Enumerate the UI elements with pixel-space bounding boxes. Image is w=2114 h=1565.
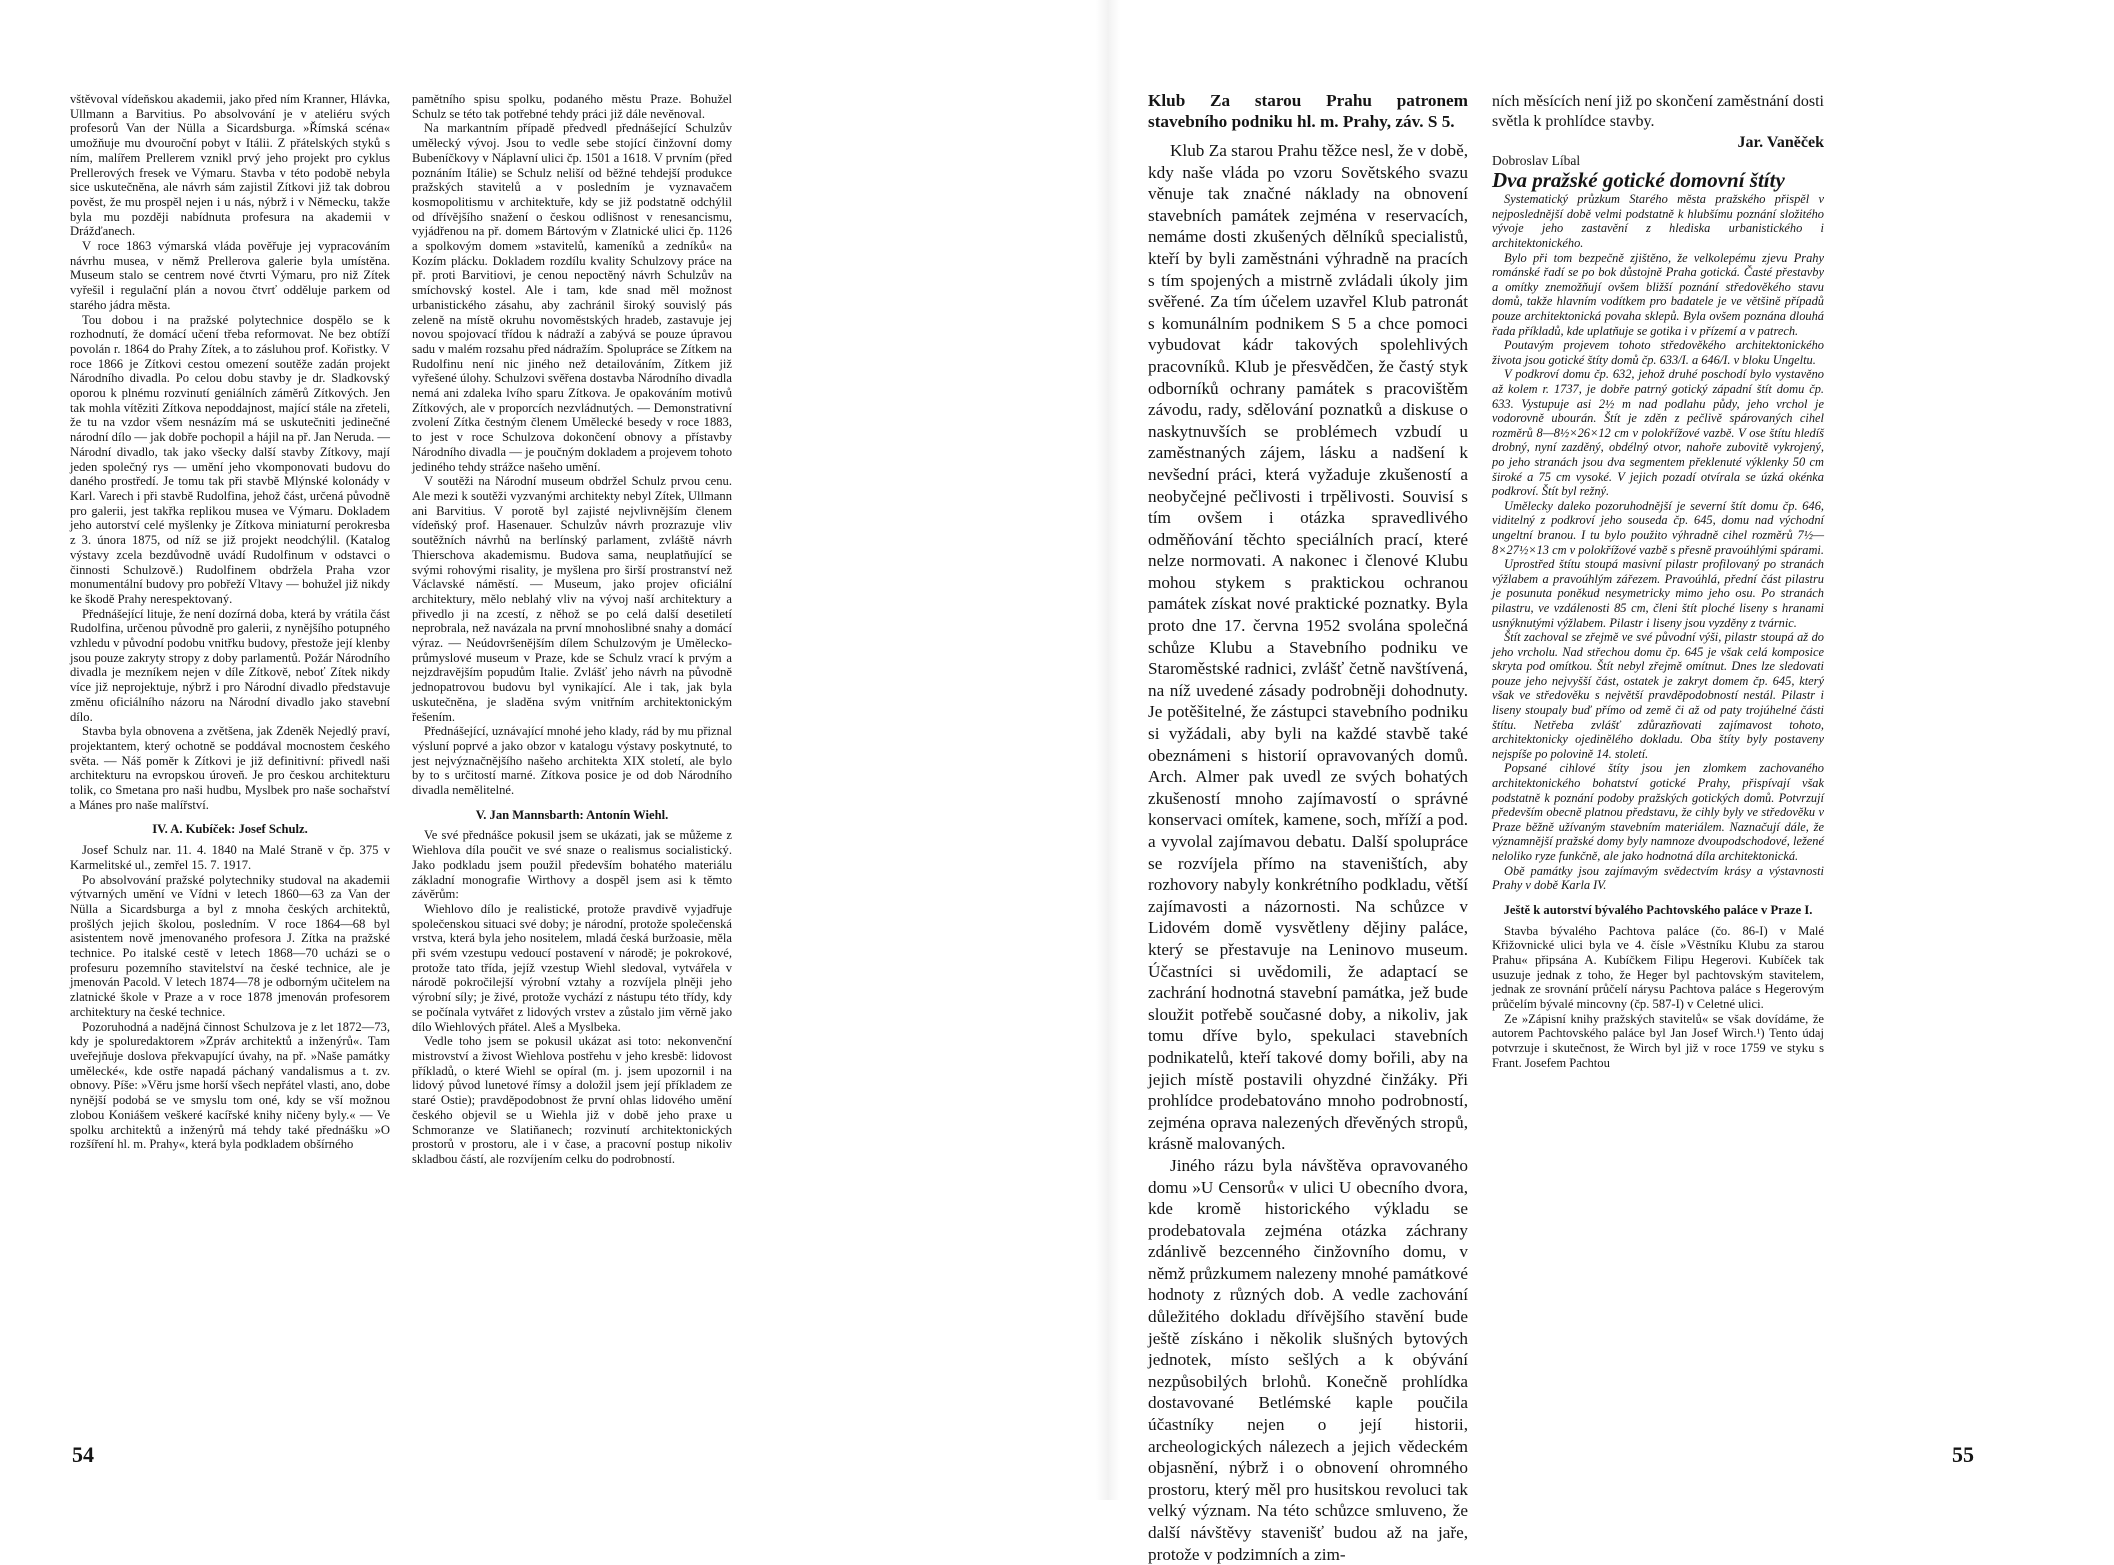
paragraph: Stavba bývalého Pachtova paláce (čo. 86-I) v Malé Křižovnické ulici byla ve 4. čísle »Věstníku Klubu za starou Prahu« připsána A. Kubíčkem Filipu Hegerovi. Kubíček tak usuzuje jednak z toho, že Heger byl pachtovským stavitelem, jednak ze srovnání průčelí nárysu Pachtova paláce s Hegerovým průčelím bývalé mincovny (čp. 587-I) v Celetné ulici.: [1492, 923, 1824, 1012]
paragraph: Popsané cihlové štíty jsou jen zlomkem zachovaného architektonického bohatství gotické Prahy, přispívají však podstatně k poznání podoby pražských gotických domů. Potvrzují především obecně platnou představu, že cihly byly ve středověku v Praze běžně užívaným stavebním materiálem. Naznačují dále, že významnější pražské domy byly namnoze dvoupodschodové, ležené neloliko ryze funkčně, ale jako hodnotná díla architektonická.: [1492, 761, 1824, 864]
paragraph: Tou dobou i na pražské polytechnice dospělo se k rozhodnutí, že domácí učení třeba reformovat. Ne bez obtíží povolán r. 1864 do Prahy Zítek, a to zásluhou prof. Kořistky. V roce 1866 je Zítkovi cestou omezení soutěže zadán projekt Národního divadla. Po celou dobu stavby je dr. Sladkovský oporou k plnému rozvinutí geniálních záměrů Zítkových. Jen tak mohla vítěziti Zítkova nepoddajnost, mající stále na zřeteli, že tu na vzdor všem nesnázím má se uskutečniti jedinečné národní dílo — jak dobře pochopil a hájil na př. Jan Neruda. — Národní divadlo, tak jako všecky další stavby Zítkovy, mají jeden společný rys — umění jeho vkomponovati budovu do daného prostředí. Je tomu tak při stavbě Mlýnské kolonády v Karl. Varech i při stavbě Rudolfina, jehož část, určená původně pro galerii, jest takřka replikou musea ve Výmaru. Dokladem jeho autorství celé myšlenky je Zítkova miniaturní perokresba z 3. února 1875, od níž se již projekt neodchýlil. (Katalog výstavy zcela bezdůvodně uvádí Rudolfinum v odstavci o činnosti Schulzově.) Rudolfinem obdržela Praha vzor monumentální budovy pro pobřeží Vltavy — bohužel již nikdy ke škodě Prahy nerespektovaný.: [70, 312, 390, 606]
author-name: Dobroslav Líbal: [1492, 152, 1581, 168]
paragraph: Klub Za starou Prahu těžce nesl, že v době, kdy naše vláda po vzoru Sovětského svazu věnuje tak značné náklady na obnovení stavebních památek zejména v reservacích, nemáme dosti zkušených dělníků specialistů, kteří by byli zaměstnáni výhradně na pracích s tím spojených a mistrně zvládali úkoly jim svěřené. Za tím účelem uzavřel Klub patronát s komunálním podnikem S 5 a chce pomoci vybudovat kádr takových spolehlivých pracovníků. Klub je přesvědčen, že častý styk odborníků ochrany památek s pracovištěm závodu, rady, sdělování poznatků a diskuse o naskytnuvších se problémech vzbudí u zaměstnaných zájem, lásku a nadšení k nevšední práci, která vyžaduje zkušeností a neobyčejné pečlivosti i trpělivosti. Souvisí s tím ovšem i otázka spravedlivého odměňování těchto speciálních prací, které nelze normovati. A nakonec i členové Klubu mohou stykem s praktickou ochranou památek získat nové praktické poznatky. Byla proto dne 17. června 1952 svolána společná schůze Klubu a Stavebního podniku ve Staroměstské radnici, zvlášť četně navštívená, na níž uvedené zásady podrobněji dohodnuty. Je potěšitelné, že zástupci stavebního podniku si vyžádali, aby byli na každé stavbě také obeznámeni s historií opravovaných domů. Arch. Almer pak uvedl ze svých bohatých zkušeností mnoho zajímavostí o správné konservaci omítek, kamene, soch, mříží a pod. a vyvolal zajímavou debatu. Další spolupráce se rozvíjela přímo na staveništích, aby rozhovory nabyly konkrétního podkladu, větší zajímavosti a názornosti. Na schůzce v Lidovém domě vysvětleny dějiny paláce, který se přestavuje na Leninovo museum. Účastníci si uvědomili, že adaptací se zachrání hodnotná stavební památka, jež bude sloužit potřebě současné doby, a nikoliv, jak tomu dříve bylo, spekulaci stavebních podnikatelů, kteří takové domy bořili, aby na jejich místě postavili ohyzdné činžáky. Při prohlídce prodebatováno mnoho podrobností, zejména oprava nalezených dřevěných stropů, krásně malovaných.: [1148, 141, 1468, 1154]
article-title: Dva pražské gotické domovní štíty: [1492, 168, 1785, 193]
paragraph: Poutavým projevem tohoto středověkého architektonického života jsou gotické štíty domů čp. 633/I. a 646/I. v bloku Ungeltu.: [1492, 338, 1824, 367]
paragraph: Přednášející, uznávající mnohé jeho klady, rád by mu přiznal výsluní poprvé a jako obzor v katalogu výstavy poskytnuté, to jest nejvýznačnějšího našeho architekta XIX století, ale bylo by to s určitostí marné. Zítkova posice je od dob Národního divadla nemělitelné.: [412, 724, 732, 798]
left-page: [0, 0, 1096, 1500]
paragraph: Systematický průzkum Starého města pražského přispěl v nejposlednější době velmi podstatně k hlubšímu poznání složitého vývoje jeho zastavění z hlediska urbanistického i architektonického.: [1492, 192, 1824, 251]
section-heading: Ještě k autorství bývalého Pachtovského paláce v Praze I.: [1503, 902, 1813, 917]
page-number-left: 54: [72, 1442, 94, 1467]
paragraph: Štít zachoval se zřejmě ve své původní výši, pilastr stoupá až do jeho vrcholu. Nad střechou domu čp. 645 je však celá komposice skryta pod omítkou. Štít nebyl zřejmě omítnut. Dnes lze sledovati pouze jeho nejvyšší část, ostatek je zakryt domem čp. 645, který však ve středověku s největší pravděpodobností nestál. Pilastr i liseny stoupaly buď přímo od země či až od paty trojúhelné části štítu. Netřeba zvlášť zdůrazňovati zajímavost tohoto, architektonicky ojedinělého dokladu. Oba štíty byly postaveny nejspíše po polovině 14. století.: [1492, 630, 1824, 761]
paragraph: ních měsících není již po skončení zaměstnání dosti světla k prohlídce stavby.: [1492, 93, 1824, 130]
paragraph: V roce 1863 výmarská vláda pověřuje jej vypracováním návrhu musea, v němž Prellerova galerie byla umístěna. Museum stalo se centrem nové čtvrti Výmaru, pro niž Zítek vyřešil i regulační plán a novou čtvrť odděluje parkem od starého jádra města.: [70, 239, 390, 312]
left-column-1: [70, 92, 390, 1152]
paragraph: pamětního spisu spolku, podaného městu Praze. Bohužel Schulz se této tak potřebné tehdy práci již dále nevěnoval.: [412, 92, 732, 121]
paragraph: Umělecky daleko pozoruhodnější je severní štít domu čp. 646, viditelný z podkroví jeho souseda čp. 645, domu nad východní ungeltní branou. I tu bylo použito výhradně cihel rozměrů 7½—8×27½×13 cm v polokřížové vazbě s přesně pravoúhlými spárami.: [1492, 498, 1824, 557]
page-number-right: 55: [1952, 1442, 1974, 1467]
right-page: [1120, 0, 2114, 1564]
paragraph: V podkroví domu čp. 632, jehož druhé poschodí bylo vystavěno až kolem r. 1737, je dobře patrný gotický západní štít domu čp. 633. Vystupuje asi 2½ m nad podlahu půdy, jeho vrchol je vodorovně ubourán. Štít je zděn z pečlivě spárovaných cihel rozměrů 8—8½×26×12 cm v polokřížové vazbě. V ose štítu hledíš drobný, nyní zazděný, obdélný otvor, nahoře zubovitě vykrojený, po jeho stranách jsou dva segmentem překlenuté výklenky 50 cm široké a 75 cm vysoké. V jejich pozadí otvírala se úzká okénka podkroví. Štít byl režný.: [1492, 367, 1824, 499]
article-body: [1492, 192, 1824, 893]
right-column-1: [1148, 90, 1468, 1565]
paragraph: Jiného rázu byla návštěva opravovaného domu »U Censorů« v ulici U obecního dvora, kde kromě historického výkladu se prodebatovala zejména otázka záchrany zdánlivě bezcenného činžovního domu, v němž průzkumem nalezeny mnohé památkové hodnoty z různých dob. A vedle zachování důležitého dokladu dřívějšího stavění bude ještě získáno i několik slušných bytových jednotek, místo sešlých a k obývání nezpůsobilých brlohů. Konečně prohlídka dostavované Betlémské kaple poučila účastníky nejen o její historii, archeologických nálezech a jejich vědeckém objasnění, nýbrž i o obnovení ohromného prostoru, který měl pro husitskou revoluci tak velký význam. Na této schůzce smluveno, že další návštěvy stavenišť budou až na jaře, protože v podzimních a zim-: [1148, 1155, 1468, 1564]
left-column-2: [412, 92, 732, 1167]
page-gutter: [1096, 0, 1120, 1500]
paragraph: Wiehlovo dílo je realistické, protože pravdivě vyjadřuje společenskou situaci své doby; je národní, protože společenská vrstva, která byla jeho nositelem, mladá česká buržoasie, měla při svém vzestupu vedoucí postavení v národě; je pokrokové, protože tato třída, jejíž vzestup Wiehl sledoval, vytvářela v národě pokročilejší výrobní vztahy a rozvíjela plněji jeho výrobní síly; je živé, protože vychází z nástupu této třídy, kdy se počínala vytvářet z lidových vrstev a zůstalo jim věrně jako dílo Wiehlových přátel. Aleš a Myslbeka.: [412, 901, 732, 1034]
paragraph: Uprostřed štítu stoupá masivní pilastr profilovaný po stranách výžlabem a pravoúhlým zářezem. Pravoúhlá, přední část pilastru je posunuta poněkud nesymetricky mimo jeho osu. Po stranách pilastru, ve vzdálenosti 85 cm, členi štít ploché liseny s hranami usnýknutými výžlabem. Pilastr i liseny jsou vyzděny z tvárnic.: [1492, 557, 1824, 630]
paragraph: Ze »Zápisní knihy pražských stavitelů« se však dovídáme, že autorem Pachtovského paláce byl Jan Josef Wirch.¹) Tento údaj potvrzuje i skutečnost, že Wirch byl již v roce 1759 ve styku s Frant. Josefem Pachtou: [1492, 1011, 1824, 1070]
paragraph: Stavba byla obnovena a zvětšena, jak Zdeněk Nejedlý praví, projektantem, který ochotně se poddával mocnostem českého světa. — Náš poměr k Zítkovi je již definitivní: přivedl naši architekturu na evropskou úroveň. Je pro českou architekturu tolik, co Smetana pro naši hudbu, Myslbek pro naše sochařství a Mánes pro naše malířství.: [70, 724, 390, 812]
paragraph: Josef Schulz nar. 11. 4. 1840 na Malé Straně v čp. 375 v Karmelitské ul., zemřel 15. 7. 1917.: [70, 843, 390, 872]
paragraph: Ve své přednášce pokusil jsem se ukázati, jak se můžeme z Wiehlova díla poučit ve své snaze o realismus socialistický. Jako podkladu jsem použil především bohatého materiálu základní monografie Wirthovy a dospěl jsem asi k těmto závěrům:: [412, 828, 732, 902]
right-column-2: [1492, 92, 1824, 1071]
paragraph: V soutěži na Národní museum obdržel Schulz prvou cenu. Ale mezi k soutěži vyzvanými architekty nebyl Zítek, Ullmann ani Barvitius. V porotě byl zajisté nejvlivnějším členem vídeňský prof. Hasenauer. Schulzův návrh prozrazuje vliv soutěžních návrhů na berlínský parlament, zvláště návrh Thierschova akademismu. Budova sama, neuplatňující se svými rohovými risality, je myšlena pro širší prostranství než Václavské náměstí. — Museum, jako projev oficiální architektury, mělo neblahý vliv na vývoj naší architektury a přivedlo ji na zcestí, z něhož se po celá další desetiletí neprobrala, než navázala na první mnohoslibné snahy a domácí výraz. — Neúdovršenějším dílem Schulzovým je Umělecko-průmyslové museum v Praze, kde se Schulz vrací k prvým a nejzdravějším popudům Italie. Zvlášť jeho návrh na původně jednopatrovou budovu byl vynikající. Ale i tak, jak byla uskutečněna, je sladěna svým vnitřním architektonickým řešením.: [412, 474, 732, 724]
paragraph: Po absolvování pražské polytechniky studoval na akademii výtvarných umění ve Vídni v letech 1860—63 za Van der Nülla a Sicardsburga a byl z mnoha českých architektů, prošlých jejich školou, posledním. V roce 1864—68 byl asistentem nově jmenovaného profesora J. Zítka na pražské technice. Po italské cestě v letech 1868—70 ucházi se o profesuru pozemního stavitelství na české technice, ale je jmenován Pacold. V letech 1874—78 je odborným učitelem na zlatnické škole v Praze a v roce 1878 jmenován profesorem architektury na české technice.: [70, 872, 390, 1019]
signature: Jar. Vaněček: [1737, 134, 1824, 151]
paragraph: Vedle toho jsem se pokusil ukázat asi toto: nekonvenční mistrovství a živost Wiehlova postřehu v jeho kresbě: lidovost příkladů, o které Wiehl se opíral (m. j. jsem upozornil i na lidový původ lunetové římsy a doložil jsem její příkladem ze staré Ostie); pravděpodobnost že první ohlas lidového umění českého objevil se u Wiehla již v době jeho praxe u Schmoranze ve Slatiňanech; rozvinutí architektonických prostorů v prostoru, ale i v čase, a pracovní postup nikoliv skladbou částí, ale rozvíjením celku do podrobností.: [412, 1034, 732, 1166]
paragraph: Pozoruhodná a nadějná činnost Schulzova je z let 1872—73, kdy je spoluredaktorem »Zpráv architektů a inženýrů«. Tam uveřejňuje doslova překvapující úvahy, na př. »Naše památky umělecké«, kde ostře napadá páchaný vandalismus a t. zv. obnovy. Píše: »Věru jsme horší všech nepřátel vlasti, ano, dobe nynější podobá se ve smyslu tom oné, kdy se vší možnou zlobou Koniášem veškeré kacířské knihy ničeny byly.« — Ve spolku architektů a inženýrů má tehdy také přednášku »O rozšíření hl. m. Prahy«, která byla podkladem obšírného: [70, 1019, 390, 1152]
paragraph: Obě památky jsou zajímavým svědectvím krásy a výstavnosti Prahy v době Karla IV.: [1492, 863, 1824, 893]
paragraph: Přednášející lituje, že není dozírná doba, která by vrátila část Rudolfina, určenou původně pro galerii, z nynějšího potupného vzhledu v původní podobu vnitřku budovy, přestože její klenby jsou pouze zakryty stropy z doby parlamentů. Požár Národního divadla je mezníkem nejen v díle Zítkově, neboť Zítek nikdy více již neprojektuje, nýbrž i pro Národní divadlo představuje změnu oficiálního názoru na Národní divadlo jako stavební dílo.: [70, 606, 390, 724]
section-heading: V. Jan Mannsbarth: Antonín Wiehl.: [475, 807, 669, 822]
section-heading: IV. A. Kubíček: Josef Schulz.: [152, 822, 308, 837]
article-title: Klub Za starou Prahu patronem stavebního podniku hl. m. Prahy, záv. S 5.: [1148, 91, 1468, 131]
paragraph: vštěvoval vídeňskou akademii, jako před ním Kranner, Hlávka, Ullmann a Barvitius. Po absolvování je v ateliéru svých profesorů Van der Nülla a Sicardsburga. »Římská scéna« umožňuje mu dvouroční pobyt v Itálii. Z přátelských styků s ním, malířem Prellerem vznikl prvý jeho projekt pro cyklus Prellerových fresek ve Výmaru. Stavba v této podobě nebyla sice uskutečněna, ale návrh sám zajistil Zítkovi již tak dobrou pověst, že mu prospěl nejen i u nás, nýbrž i v Německu, takže byla mu později nabídnuta profesura na akademii v Drážďanech.: [70, 92, 390, 239]
paragraph: Bylo při tom bezpečně zjištěno, že velkolepému zjevu Prahy románské řadí se po bok důstojně Praha gotická. Časté přestavby a omítky znemožňují ovšem bližší poznání středověkého stavu domů, takže hlavním vodítkem pro badatele je ve většině případů pouze architektonická povaha sklepů. Byla ovšem poznána dlouhá řada příkladů, kde uplatňuje se gotika i v přízemí a v patrech.: [1492, 250, 1824, 338]
paragraph: Na markantním případě předvedl přednášející Schulzův umělecký vývoj. Jsou to vedle sebe stojící činžovní domy Bubeníčkovy v Náplavní ulici čp. 1501 a 1618. V prvním (před poznáním Itálie) se Schulz neliší od běžné tehdejší produkce pražských stavitelů a v posledním je vyznavačem kosmopolitismu v architektuře, kdy se již podstatně odchýlil od dřívějšího snažení o českou odlišnost v renesancismu, vyjádřenou na př. domem Bártovým v Zlatnické ulici čp. 1126 a spolkovým domem »stavitelů, kameníků a zedníků« na Kozím plácku. Dokladem rozdílu kvality Schulzovy práce na př. proti Barvitiovi, je cenou nepoctěný návrh Schulzův na smíchovský kostel. Ale i tam, kde snad měl možnost urbanistického zásahu, aby zachránil široký souvislý pás zeleně na místě okruhu novoměstských hradeb, zastavuje jej novou spojovací třídou k nádraží a zabývá se pouze úpravou sadu v malém rozsahu před nádražím. Spolupráce se Zítkem na Rudolfinu není nic jiného než detailováním, Zítkem již vyřešené úlohy. Schulzovi svěřena dostavba Národního divadla nemá ani zdaleka lvího sparu Zítkova. Je opakováním motivů Zítkových, ale v proporcích nezvládnutých. — Demonstrativní zvolení Zítka čestným členem Umělecké besedy v roce 1883, to jest v roce Schulzova dokončení obnovy a přístavby Národního divadla — je poučným dokladem a projevem tohoto jediného tehdy strážce našeho umění.: [412, 121, 732, 474]
